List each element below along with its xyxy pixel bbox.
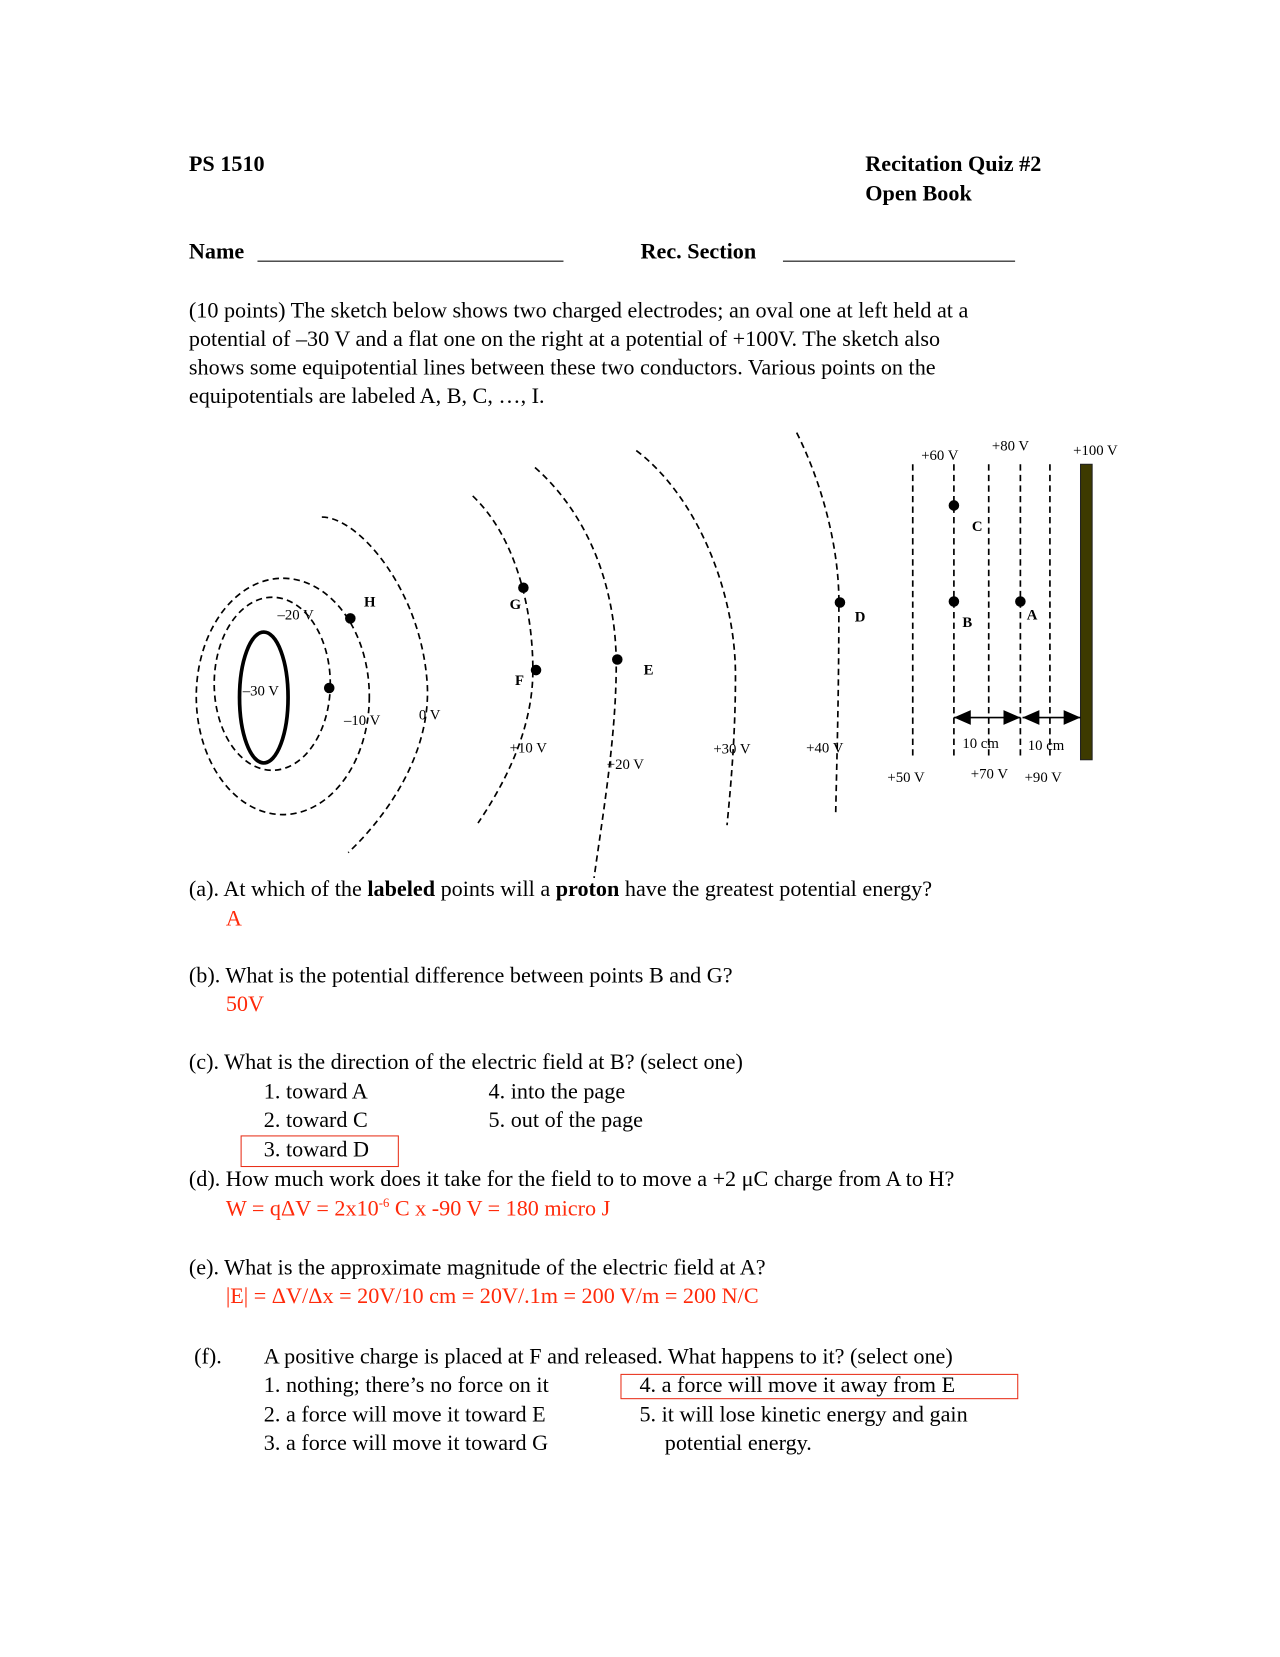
option-c2[interactable]: 2. toward C <box>263 1106 368 1133</box>
point-label-H: H <box>364 595 376 611</box>
point-F <box>531 665 542 676</box>
equipotential-p20 <box>535 467 616 877</box>
question-b: (b). What is the potential difference between points B and G? <box>188 962 733 988</box>
answer-text: C x -90 V = 180 micro J <box>389 1195 611 1221</box>
label-p30: +30 V <box>713 741 751 758</box>
option-f4[interactable]: 4. a force will move it away from E <box>639 1371 956 1398</box>
label-0: 0 V <box>418 708 441 724</box>
point-label-C: C <box>971 519 983 535</box>
question-f: A positive charge is placed at F and released. What happens to it? (select one) <box>263 1343 953 1369</box>
label-p60: +60 V <box>921 448 959 465</box>
label-p50: +50 V <box>887 770 925 787</box>
emphasis: proton <box>555 875 620 902</box>
option-f2[interactable]: 2. a force will move it toward E <box>263 1401 546 1427</box>
question-text: have the greatest potential energy? <box>619 875 933 902</box>
point-unlabeled <box>324 683 335 694</box>
answer-a: A <box>225 905 242 931</box>
question-a <box>189 876 932 902</box>
intro-line: shows some equipotential lines between these two conductors. Various points on the <box>188 354 936 380</box>
point-H <box>345 613 356 624</box>
option-f1[interactable]: 1. nothing; there’s no force on it <box>263 1371 549 1398</box>
point-D <box>835 597 846 608</box>
label-m10: –10 V <box>343 713 381 730</box>
option-f5[interactable]: 5. it will lose kinetic energy and gain <box>639 1401 968 1427</box>
question-e: (e). What is the approximate magnitude of the electric field at A? <box>188 1254 766 1280</box>
point-A <box>1015 596 1026 607</box>
point-label-F: F <box>514 673 524 690</box>
flat-electrode <box>1081 464 1093 759</box>
answer-b: 50V <box>225 990 264 1017</box>
question-d: (d). How much work does it take for the field to to move a +2 μC charge from A to H? <box>188 1165 955 1192</box>
name-label: Name <box>188 238 245 264</box>
question-text: points will a <box>435 875 556 902</box>
option-c1[interactable]: 1. toward A <box>263 1078 368 1104</box>
label-p90: +90 V <box>1024 770 1062 787</box>
label-p80: +80 V <box>991 438 1030 455</box>
point-C <box>949 500 960 511</box>
emphasis: labeled <box>367 875 436 902</box>
point-label-D: D <box>854 609 866 626</box>
point-label-E: E <box>643 662 654 679</box>
quiz-subtitle: Open Book <box>865 180 972 206</box>
section-label: Rec. Section <box>640 238 757 264</box>
answer-text: W = qΔV = 2x10 <box>225 1195 379 1221</box>
option-c3[interactable]: 3. toward D <box>263 1136 370 1162</box>
label-p100: +100 V <box>1073 443 1118 460</box>
label-p10: +10 V <box>509 740 547 757</box>
exponent: -6 <box>378 1195 390 1211</box>
intro-line: equipotentials are labeled A, B, C, …, I. <box>188 383 545 409</box>
intro-line: potential of –30 V and a flat one on the right at a potential of +100V. The sketch also <box>188 326 941 352</box>
distance-label: 10 cm <box>962 736 999 753</box>
point-B <box>949 596 960 607</box>
equipotential-p10 <box>473 496 533 823</box>
label-p40: +40 V <box>806 740 844 757</box>
selected-answer-box <box>241 1135 399 1167</box>
course-label: PS 1510 <box>188 150 265 177</box>
point-E <box>612 654 623 665</box>
option-c4[interactable]: 4. into the page <box>488 1078 626 1104</box>
label-m30: –30 V <box>242 683 279 700</box>
point-label-B: B <box>962 615 973 632</box>
option-f3[interactable]: 3. a force will move it toward G <box>263 1429 549 1456</box>
selected-answer-box <box>620 1371 1018 1399</box>
distance-label: 10 cm <box>1027 738 1065 755</box>
label-m20: –20 V <box>277 607 314 624</box>
answer-e: |E| = ΔV/Δx = 20V/10 cm = 20V/.1m = 200 V/m = 200 N/C <box>225 1283 759 1309</box>
question-c: (c). What is the direction of the electric field at B? (select one) <box>188 1048 743 1075</box>
equipotential-p30 <box>636 451 735 826</box>
question-f-label: (f). <box>194 1343 222 1369</box>
option-f5-cont: potential energy. <box>664 1429 812 1456</box>
point-label-G: G <box>509 597 522 614</box>
point-G <box>518 582 529 593</box>
label-p70: +70 V <box>970 767 1008 783</box>
answer-d <box>226 1196 610 1222</box>
label-p20: +20 V <box>606 757 644 774</box>
equipotential-0 <box>322 517 428 853</box>
option-c5[interactable]: 5. out of the page <box>488 1106 644 1133</box>
point-label-A: A <box>1026 607 1038 624</box>
quiz-title: Recitation Quiz #2 <box>865 150 1042 177</box>
question-text: (a). At which of the <box>188 875 368 902</box>
intro-line: (10 points) The sketch below shows two charged electrodes; an oval one at left held at a <box>188 297 969 323</box>
